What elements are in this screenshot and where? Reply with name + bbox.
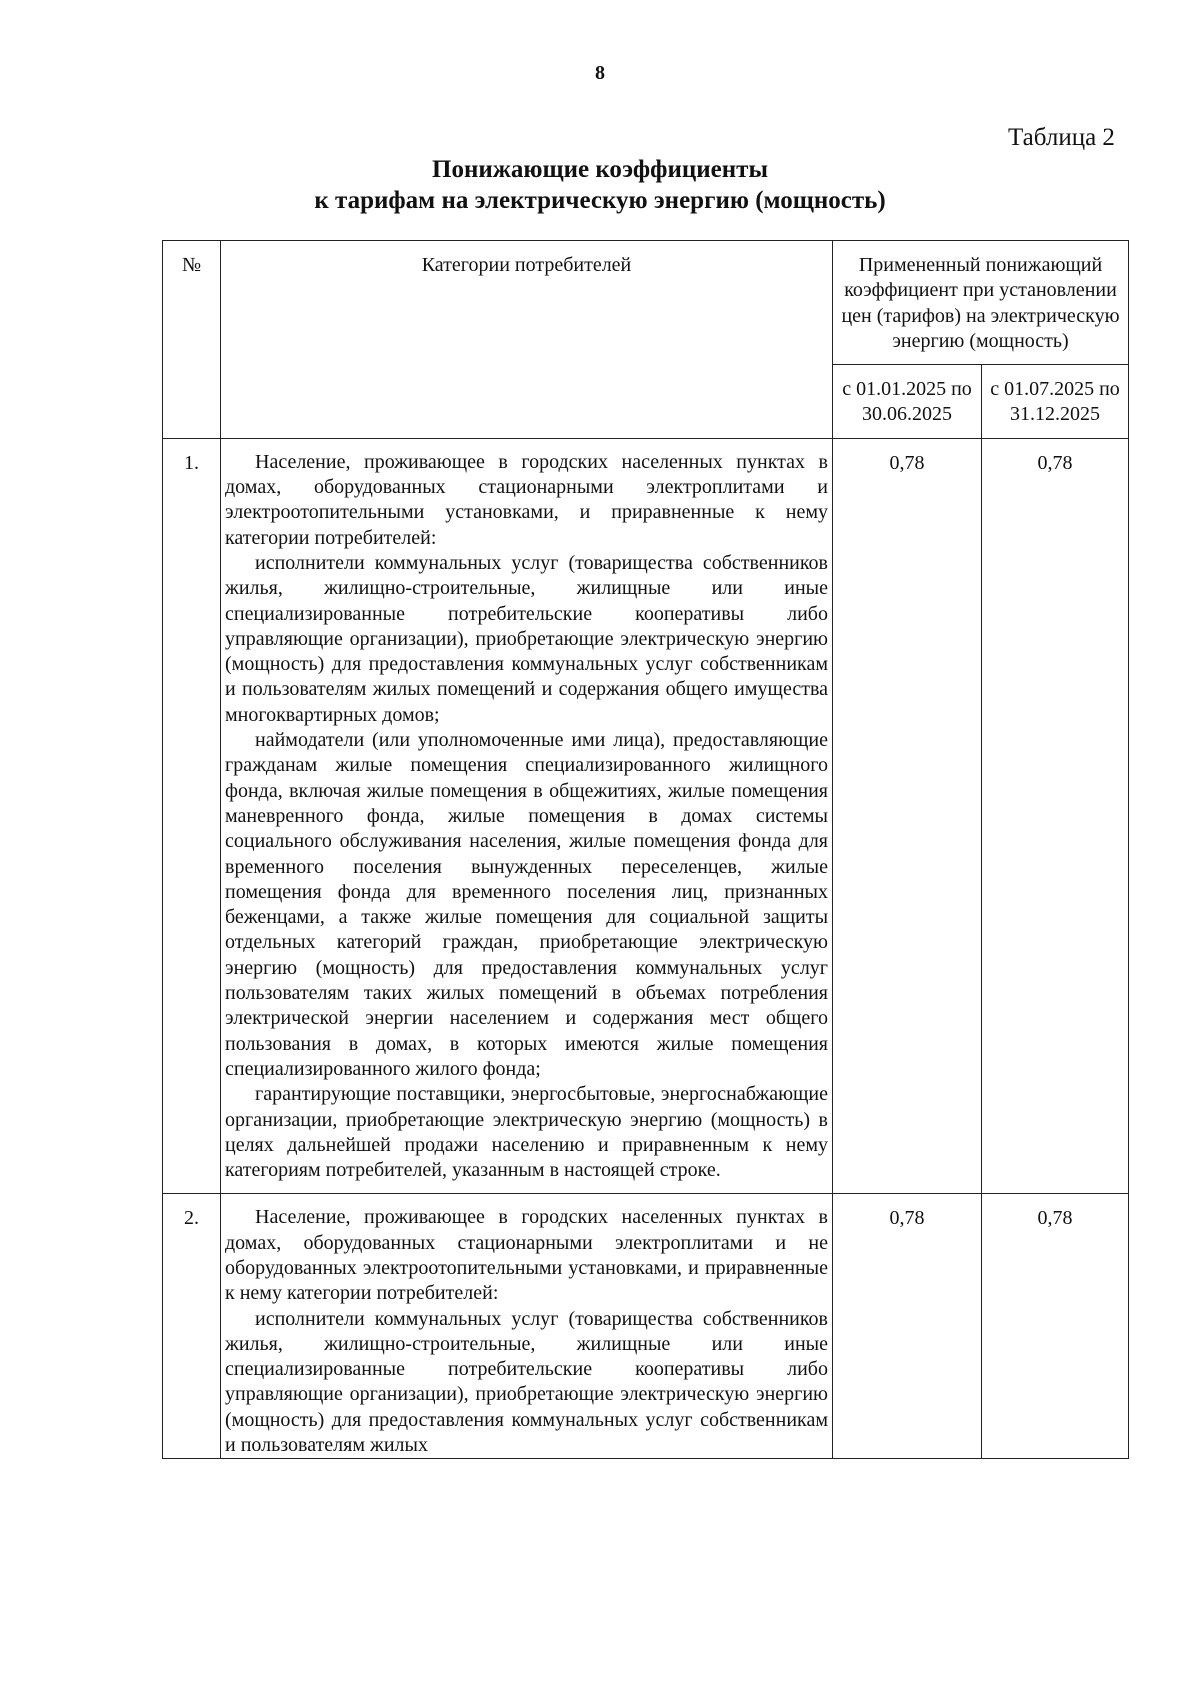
row-value-period-2: 0,78	[982, 1194, 1129, 1459]
header-num: №	[163, 241, 221, 439]
row-value-period-2: 0,78	[982, 438, 1129, 1194]
row-category	[221, 438, 833, 1194]
category-paragraph: гарантирующие поставщики, энергосбытовые, энергоснабжающие организации, приобретающие электрическую энергию (мощность) в целях дальнейшей продажи населению и приравненным к нему категориям потребителей, указанным в настоящей строке.	[225, 1083, 828, 1182]
header-period-1: с 01.01.2025 по 30.06.2025	[833, 365, 982, 439]
row-value-period-1: 0,78	[833, 1194, 982, 1459]
coefficients-table	[162, 240, 1129, 1459]
row-number: 1.	[163, 438, 221, 1194]
page-number: 8	[595, 62, 605, 84]
row-value-period-1: 0,78	[833, 438, 982, 1194]
header-coefficient: Примененный понижающий коэффициент при установлении цен (тарифов) на электрическую энергию (мощность)	[833, 241, 1129, 365]
table-row	[163, 1194, 1129, 1459]
row-number: 2.	[163, 1194, 221, 1459]
category-paragraph: исполнители коммунальных услуг (товарищества собственников жилья, жилищно-строительные, жилищные или иные специализированные потребительские кооперативы либо управляющие организации), приобретающие электрическую энергию (мощность) для предоставления коммунальных услуг собственникам и пользователям жилых	[225, 1307, 828, 1457]
header-category: Категории потребителей	[221, 241, 833, 439]
title-line-1: Понижающие коэффициенты	[432, 156, 768, 183]
header-row	[163, 241, 1129, 365]
title-line-2: к тарифам на электрическую энергию (мощность)	[314, 187, 886, 214]
table-label: Таблица 2	[1008, 124, 1115, 151]
table-row	[163, 438, 1129, 1194]
header-period-2: с 01.07.2025 по 31.12.2025	[982, 365, 1129, 439]
category-paragraph: Население, проживающее в городских населенных пунктах в домах, оборудованных стационарными электроплитами и не оборудованных электроотопительными установками, и приравненные к нему категории потребителей:	[225, 1206, 828, 1305]
category-paragraph: исполнители коммунальных услуг (товарищества собственников жилья, жилищно-строительные, жилищные или иные специализированные потребительские кооперативы либо управляющие организации), приобретающие электрическую энергию (мощность) для предоставления коммунальных услуг собственникам и пользователям жилых помещений и содержания общего имущества многоквартирных домов;	[225, 551, 828, 726]
table-title	[0, 154, 1200, 216]
category-paragraph: Население, проживающее в городских населенных пунктах в домах, оборудованных стационарными электроплитами и электроотопительными установками, и приравненные к нему категории потребителей:	[225, 450, 828, 549]
category-paragraph: наймодатели (или уполномоченные ими лица), предоставляющие гражданам жилые помещения специализированного жилищного фонда, включая жилые помещения в общежитиях, жилые помещения маневренного фонда, жилые помещения в домах системы социального обслуживания населения, жилые помещения фонда для временного поселения вынужденных переселенцев, жилые помещения фонда для временного поселения лиц, признанных беженцами, а также жилые помещения для социальной защиты отдельных категорий граждан, приобретающие электрическую энергию (мощность) для предоставления коммунальных услуг пользователям таких жилых помещений в объемах потребления электрической энергии населением и содержания мест общего пользования в домах, в которых имеются жилые помещения специализированного жилого фонда;	[225, 729, 828, 1080]
row-category	[221, 1194, 833, 1459]
